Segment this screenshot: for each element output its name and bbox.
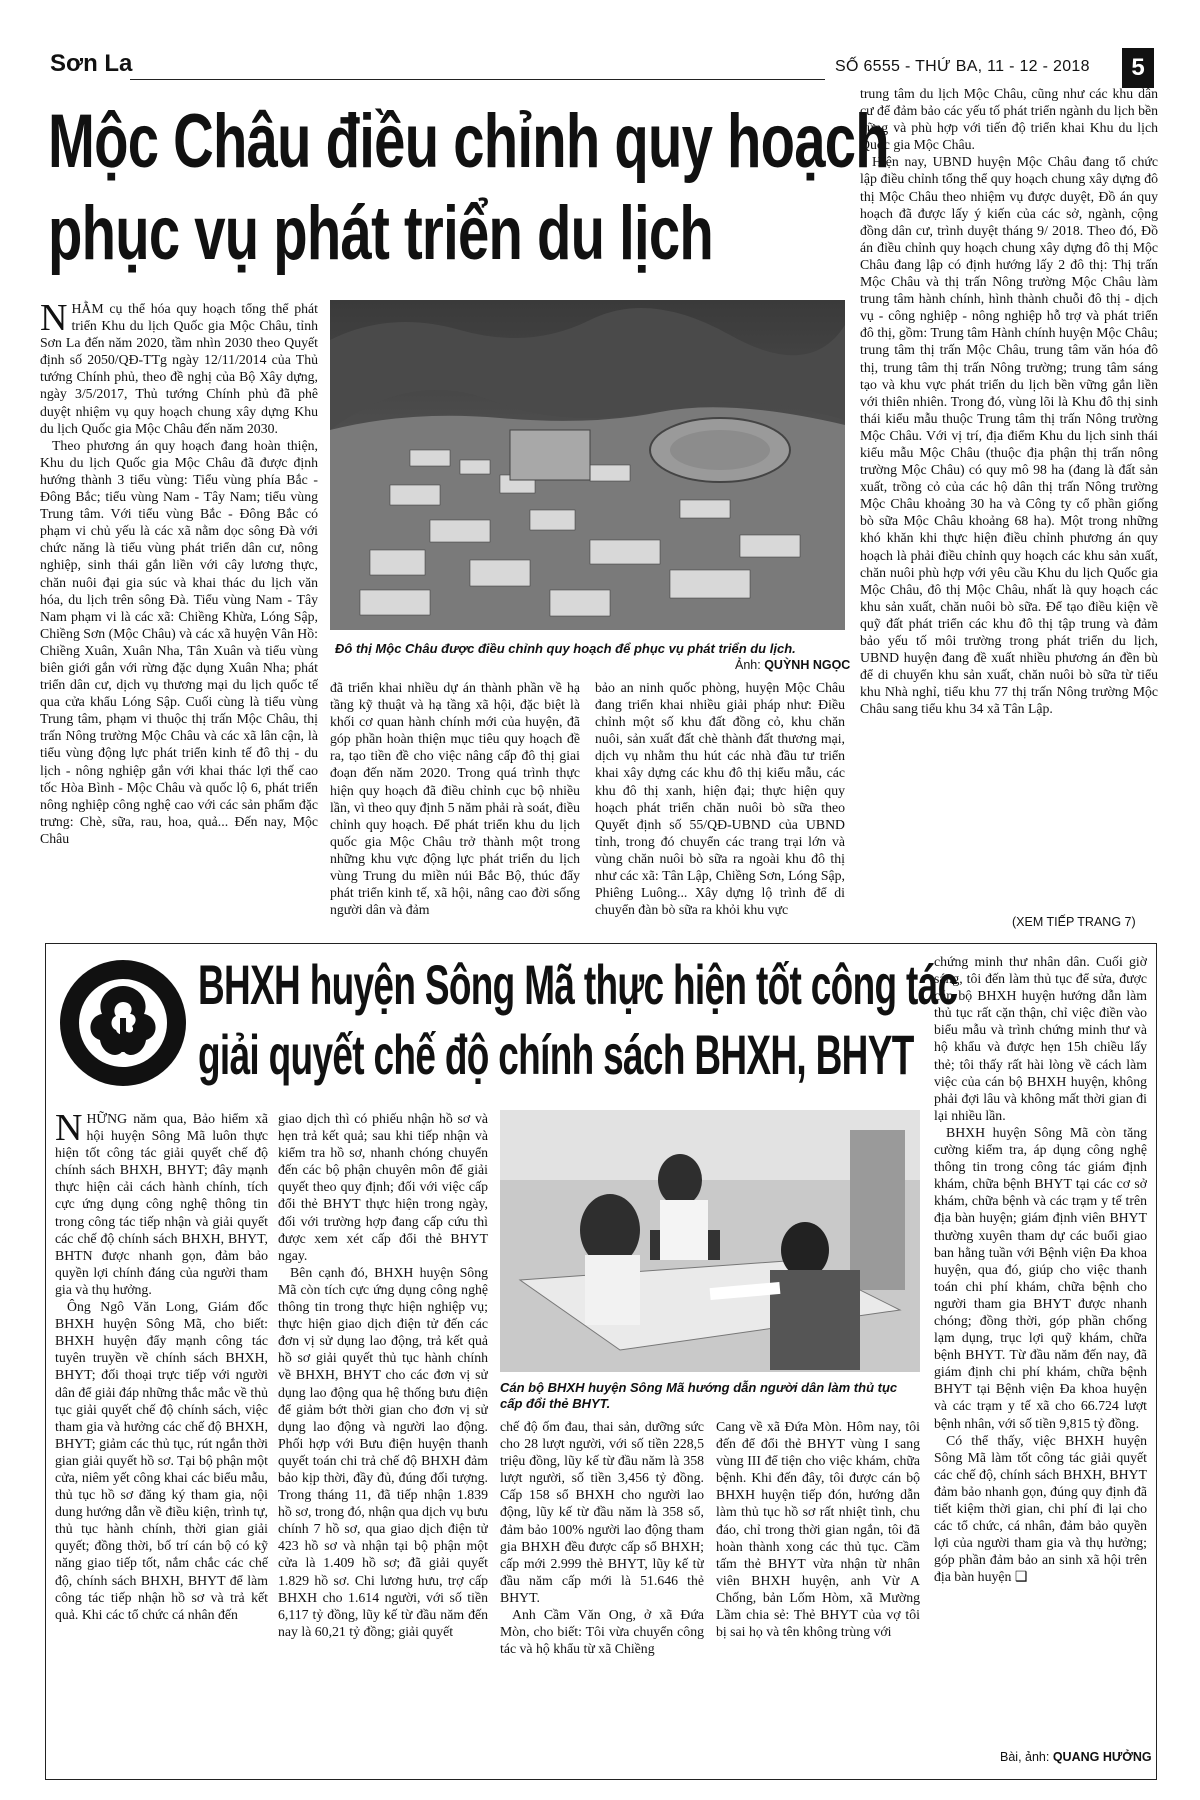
article1-column-1 xyxy=(40,300,318,940)
header-rule-left xyxy=(130,79,265,80)
continued-note: (XEM TIẾP TRANG 7) xyxy=(1012,915,1136,929)
issue-info: SỐ 6555 - THỨ BA, 11 - 12 - 2018 xyxy=(835,58,1090,75)
article2-paragraph: giao dịch thì có phiếu nhận hồ sơ và hẹn trả kết quả; sau khi tiếp nhận và kiểm tra hồ sơ, nhanh chóng chuyển đến các bộ phận chuyên môn để giải quyết theo quy định; đối với việc cấp đổi thẻ BHYT thực hiện trong ngày, đối với trường hợp đang cấp cứu thì được xem xét cấp đổi thẻ BHYT ngay. xyxy=(278,1111,488,1263)
article2-paragraph: chứng minh thư nhân dân. Cuối giờ sáng, tôi đến làm thủ tục để sửa, được cán bộ BHXH huyện hướng dẫn làm thủ tục rất cặn thận, chỉ việc điền vào biểu mẫu và trình chứng minh thư và hộ khẩu và được hẹn 15h chiều lấy thẻ; tôi thấy rất hài lòng về cách làm việc của cán bộ BHXH huyện, không phải đợi lâu và không mất thời gian đi lại nhiều lần. xyxy=(934,954,1147,1123)
page-number: 5 xyxy=(1122,48,1154,88)
article1-paragraph: đã triển khai nhiều dự án thành phần về hạ tầng kỹ thuật và hạ tầng xã hội, đặc biệt là khối cơ quan hành chính mới của huyện, đã góp phần hoàn thiện mục tiêu quy hoạch đề ra, tạo tiền đề cho việc nâng cấp đô thị giai đoạn đến năm 2020. Trong quá trình thực hiện quy hoạch đã điều chỉnh cục bộ nhiều lần, vì theo quy định 5 năm phải rà soát, điều chỉnh quy hoạch. Để phát triển khu du lịch quốc gia Mộc Châu trở thành một trong những khu vực động lực phát triển du lịch vùng Trung du miền núi Bắc Bộ, thúc đẩy phát triển kinh tế, xã hội, nâng cao đời sống người dân và đảm xyxy=(330,680,580,918)
article2-photo-caption: Cán bộ BHXH huyện Sông Mã hướng dẫn người dân làm thủ tục cấp đổi thẻ BHYT. xyxy=(500,1380,898,1411)
article2-paragraph: BHXH huyện Sông Mã còn tăng cường kiểm tra, áp dụng công nghệ thông tin trong công tác giám định khám, chữa bệnh BHYT tại các cơ sở khám, chữa bệnh và các trạm y tế trên địa bàn huyện; giám định viên BHYT thường xuyên tham dự các buổi giao ban hằng tuần với Bệnh viện Đa khoa huyện, qua đó, giúp cho việc thanh toán chi phí khám, chữa bệnh cho người tham gia BHYT được nhanh chóng; đồng thời, góp phần chống lạm dụng, trục lợi quỹ khám, chữa bệnh BHYT. Từ đầu năm đến nay, đã giám định chi phí khám, chữa bệnh BHYT tại Bệnh viện Đa khoa huyện và các trạm y tế xã cho 66.724 lượt bệnh nhân, với số tiền 9,815 tỷ đồng. xyxy=(934,1124,1147,1431)
article2-column-4 xyxy=(716,1418,920,1772)
article1-photo-caption: Đô thị Mộc Châu được điều chỉnh quy hoạch để phục vụ phát triển du lịch. xyxy=(335,641,796,656)
bhxh-logo xyxy=(58,958,188,1088)
article2-column-3 xyxy=(500,1418,704,1772)
article2-column-1 xyxy=(55,1110,268,1772)
article1-lead-paragraph: HẰM cụ thể hóa quy hoạch tổng thể phát triển Khu du lịch Quốc gia Mộc Châu, tỉnh Sơn La đến năm 2020, tầm nhìn 2030 theo Quyết định số 2050/QĐ-TTg ngày 12/11/2014 của Thủ tướng Chính phủ, theo đề nghị của Bộ Xây dựng, ngày 3/5/2017, Thủ tướng Chính phủ đã phê duyệt nhiệm vụ quy hoạch chung xây dựng Khu du lịch Quốc gia Mộc Châu đến năm 2030. xyxy=(40,301,318,436)
article2-dropcap: N xyxy=(55,1110,83,1149)
article2-paragraph: chế độ ốm đau, thai sản, dưỡng sức cho 28 lượt người, với số tiền 228,5 triệu đồng, lũy kế từ đầu năm là 358 lượt người, số tiền 3,456 tỷ đồng. Cấp 158 sổ BHXH cho người lao động, lũy kế từ đầu năm là 358 sổ, đảm bảo 100% người lao động tham gia BHXH đều được cấp sổ BHXH; cấp mới 2.999 thẻ BHYT, lũy kế từ đầu năm cấp mới là 51.646 thẻ BHYT. xyxy=(500,1419,704,1605)
article1-paragraph: Theo phương án quy hoạch đang hoàn thiện, Khu du lịch Quốc gia Mộc Châu đã được định hướng thành 3 tiểu vùng: Tiểu vùng phía Bắc - Đông Bắc; tiểu vùng Nam - Tây Nam; tiểu vùng Trung tâm. Với tiểu vùng Bắc - Đông Bắc có phạm vi chủ yếu là các xã nằm dọc sông Đà với chức năng là tiểu vùng phát triển dân cư, nông nghiệp, sinh thái gắn liền với cây lương thực, chăn nuôi đại gia súc và khai thác du lịch văn hóa, du lịch trên sông Đà. Tiểu vùng Nam - Tây Nam phạm vi là các xã: Chiềng Khừa, Lóng Sập, Chiềng Sơn (Mộc Châu) và các xã huyện Vân Hồ: Chiềng Xuân, Xuân Nha, Tân Xuân và tiểu vùng biên giới gắn với rừng đặc dụng Xuân Nha; phát triển dân cư, dịch vụ thương mại du lịch quốc tế qua cửa khẩu Lóng Sập. Cuối cùng là tiểu vùng Trung tâm, phạm vi thuộc thị trấn Mộc Châu, thị trấn Nông trường Mộc Châu và các xã lân cận, là tiểu vùng động lực phát triển kinh tế đô thị - du lịch - nông nghiệp gắn với khai thác lợi thế cao tốc Hòa Bình - Mộc Châu và quốc lộ 6, phát triển nông nghiệp công nghệ cao với các sản phẩm đặc trưng: Chè, sữa, rau, hoa, quả... Đến nay, Mộc Châu xyxy=(40,437,318,846)
article1-title-line1: Mộc Châu điều chỉnh quy hoạch xyxy=(48,99,889,184)
article2-paragraph xyxy=(934,1432,1147,1586)
header-rule-right xyxy=(265,79,825,80)
aerial-town-image xyxy=(330,300,845,630)
byline-label: Bài, ảnh: xyxy=(1000,1750,1050,1764)
photo-credit-label: Ảnh: xyxy=(735,658,761,672)
office-scene-image xyxy=(500,1110,920,1372)
article1-title-line2: phục vụ phát triển du lịch xyxy=(48,191,714,276)
article2-paragraph: Cang về xã Đứa Mòn. Hôm nay, tôi đến để đổi thẻ BHYT vùng I sang vùng III để tiện cho việc khám, chữa bệnh. Khi đến đây, tôi được cán bộ BHXH huyện tiếp đón, hướng dẫn làm thủ tục hồ sơ rất nhiệt tình, chu đáo, chỉ trong thời gian ngắn, tôi đã hoàn thành xong các thủ tục. Cầm tấm thẻ BHYT vừa nhận từ nhân viên BHXH huyện, anh Vừ A Chống, bản Lốm Hòm, xã Mường Lầm chia sẻ: Thẻ BHYT của vợ tôi bị sai họ và tên không trùng với xyxy=(716,1419,920,1640)
byline-name: QUANG HƯỞNG xyxy=(1052,1750,1152,1764)
end-mark: ❑ xyxy=(1014,1569,1028,1585)
bhxh-logo-icon xyxy=(58,958,188,1088)
article2-byline xyxy=(1000,1750,1152,1764)
article2-paragraph: Anh Cầm Văn Ong, ở xã Đứa Mòn, cho biết: Tôi vừa chuyển công tác và hộ khẩu từ xã Chiềng xyxy=(500,1607,704,1657)
article2-title-line1: BHXH huyện Sông Mã thực hiện tốt công tác xyxy=(198,953,958,1016)
article1-paragraph: bảo an ninh quốc phòng, huyện Mộc Châu đang triển khai nhiều giải pháp như: Điều chỉnh một số khu đất đồng cỏ, khu chăn nuôi, sản xuất đất chè thành đất thương mại, dịch vụ nhằm thu hút các nhà đầu tư triển khai xây dựng các khu đô thị kiểu mẫu, các khu đô thị xanh, hiện đại; thực hiện quy hoạch phát triển chăn nuôi bò sữa theo Quyết định số 55/QĐ-UBND của UBND tỉnh, trong đó chuyển các trang trại lớn và vùng chăn nuôi bò sữa ra ngoài khu đô thị như các xã: Tân Lập, Chiềng Sơn, Lóng Sập, Phiêng Luông... Xây dựng lộ trình để di chuyển đàn bò sữa ra khỏi khu vực xyxy=(595,680,845,918)
article1-dropcap: N xyxy=(40,300,68,339)
article2-column-5 xyxy=(934,953,1147,1748)
article2-closing-text: Có thể thấy, việc BHXH huyện Sông Mã làm tốt công tác giải quyết các chế độ, chính sách BHXH, BHYT đảm bảo nhanh gọn, đúng quy định đã tiết kiệm thời gian, chi phí đi lại cho các tổ chức, cá nhân, đảm bảo quyền lợi của người tham gia và thụ hưởng; góp phần đảm bảo an sinh xã hội trên địa bàn huyện xyxy=(934,1432,1147,1585)
article1-paragraph: Hiện nay, UBND huyện Mộc Châu đang tổ chức lập điều chỉnh tổng thể quy hoạch chung xây dựng đô thị Mộc Châu theo nhiệm vụ được duyệt, Đồ án quy hoạch đã được lấy ý kiến của các sở, ngành, cộng đồng dân cư, trình duyệt tháng 9/ 2018. Theo đó, Đồ án điều chỉnh quy hoạch chung xây dựng đô thị Mộc Châu đang lập có định hướng lấy 2 đô thị: Thị trấn Mộc Châu và thị trấn Nông trường Mộc Châu làm trung tâm hành chính, hình thành chuỗi đô thị - dịch vụ - công nghiệp - nông nghiệp hỗ trợ và phát triển đô thị, gồm: Trung tâm Hành chính huyện Mộc Châu; trung tâm thị trấn Mộc Châu, trung tâm văn hóa đô thị, trung tâm thị trấn Nông trường; trung tâm sáng tạo và khu vực phát triển du lịch bền vững gắn liền với thiên nhiên. Trong đó, vùng lõi là Khu đô thị sinh thái kiểu mẫu thuộc Trung tâm thị trấn Nông trường Mộc Châu. Với vị trí, địa điểm Khu du lịch sinh thái kiểu mẫu Mộc Châu (thuộc địa phận thị trấn nông trường Mộc Châu) có quy mô 98 ha (đang là đất sản xuất, trồng cỏ của các hộ dân thị trấn Nông trường Mộc Châu khoảng 30 ha và Công ty cổ phần giống bò sữa Mộc Châu khoảng 68 ha). Một trong những khó khăn khi thực hiện điều chỉnh phương án quy hoạch là phải điều chỉnh quy hoạch các khu sản xuất, chăn nuôi phù hợp với yêu cầu Khu du lịch Quốc gia Mộc Châu, đô thị Mộc Châu, nhất là quy hoạch các khu sản xuất, chăn nuôi bò sữa. Để tạo điều kiện về quỹ đất phát triển các khu đô thị tập trung và đảm bảo yếu tố môi trường trong phát triển du lịch, UBND huyện đang đề xuất nhiều phương án đền bù để di chuyển khu sản xuất, chăn nuôi bò sữa từ tiểu khu Nhà nghỉ, tiểu khu 77 thị trấn Nông trường Mộc Châu sang tiểu khu 34 xã Tân Lập. xyxy=(860,154,1158,717)
article1-column-4 xyxy=(860,85,1158,912)
article2-paragraph: Ông Ngô Văn Long, Giám đốc BHXH huyện Sông Mã, cho biết: BHXH huyện đẩy mạnh công tác tuyên truyền về chính sách BHXH, BHYT; đối thoại trực tiếp với người dân để giải đáp những thắc mắc về thủ tục giải quyết chế độ chính sách, việc tham gia và hưởng các chế độ BHXH, BHYT; giảm các thủ tục, rút ngắn thời gian giải quyết hồ sơ. Tại bộ phận một cửa, niêm yết công khai các biểu mẫu, thủ tục hồ sơ đăng ký tham gia, nội dung hướng dẫn về điều kiện, trình tự, thủ tục hành chính, thời gian giải quyết; đồng thời, bố trí cán bộ có kỹ năng giao tiếp tốt, nắm chắc các chế độ, chính sách BHXH, BHYT để làm công tác tiếp nhận hồ sơ và trả kết quả. Khi các tổ chức cá nhân đến xyxy=(55,1299,268,1622)
article2-title-line2: giải quyết chế độ chính sách BHXH, BHYT xyxy=(198,1023,914,1086)
photo-credit-name: QUỲNH NGỌC xyxy=(764,658,851,672)
article1-photo xyxy=(330,300,845,630)
article2-photo xyxy=(500,1110,920,1372)
article1-column-3 xyxy=(595,679,845,942)
article1-column-2 xyxy=(330,679,580,942)
section-name: Sơn La xyxy=(50,50,133,77)
article2-lead-paragraph: HỮNG năm qua, Bảo hiểm xã hội huyện Sông Mã luôn thực hiện tốt công tác giải quyết chế độ chính sách BHXH, BHYT; đây mạnh thực hiện cải cách hành chính, tích cực ứng dụng công nghệ thông tin trong công tác tiếp nhận và giải quyết các chế độ chính sách BHXH, BHYT, BHTN được nhanh gọn, đảm bảo quyền lợi chính đáng của người tham gia và thụ hưởng. xyxy=(55,1111,268,1297)
article2-column-2 xyxy=(278,1110,488,1772)
article1-paragraph: trung tâm du lịch Mộc Châu, cũng như các khu dân cư để đảm bảo các yếu tố phát triển ngành du lịch bền vững và phù hợp với tiến độ triển khai Khu du lịch Quốc gia Mộc Châu. xyxy=(860,86,1158,153)
article1-photo-credit xyxy=(735,658,850,672)
article2-paragraph: Bên cạnh đó, BHXH huyện Sông Mã còn tích cực ứng dụng công nghệ thông tin trong thực hiện nghiệp vụ; thực hiện giao dịch điện tử đến các đơn vị sử dụng lao động, trả kết quả hồ sơ giải quyết thủ tục hành chính về BHXH, BHYT cho các đơn vị sử dụng lao động qua hệ thống bưu điện để giảm bớt thời gian cho đơn vị sử dụng lao động và người lao động. Phối hợp với Bưu điện huyện thanh quyết toán chi trả chế độ BHXH đảm bảo kịp thời, đầy đủ, đúng đối tượng. Trong tháng 11, đã tiếp nhận 1.839 hồ sơ, trong đó, nhận qua dịch vụ bưu chính 7 hồ sơ, qua giao dịch điện tử 423 hồ sơ và nhận tại bộ phận một cửa là 1.409 hồ sơ; đã giải quyết 1.829 hồ sơ. Chi lương hưu, trợ cấp BHXH cho 1.614 người, với số tiền 6,117 tỷ đồng, lũy kế từ đầu năm đến nay là 60,21 tỷ đồng; giải quyết xyxy=(278,1264,488,1639)
